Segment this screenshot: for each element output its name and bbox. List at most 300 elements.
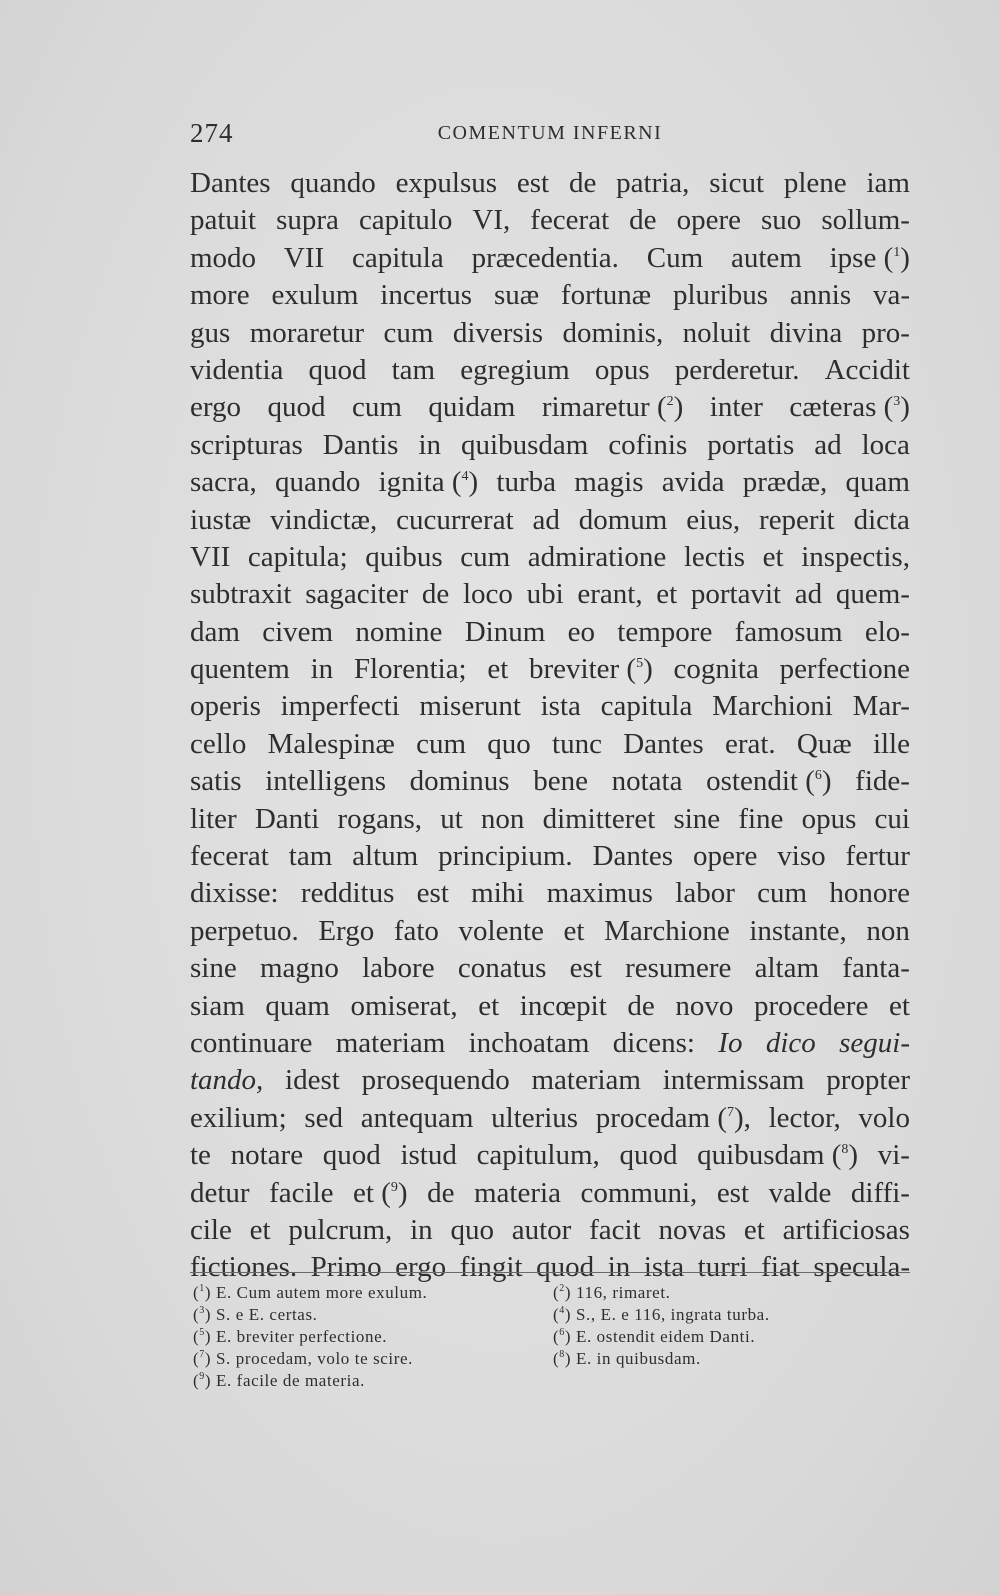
footnote-mark: 3 — [199, 1305, 205, 1316]
word: propter — [826, 1064, 910, 1097]
body-line — [190, 389, 910, 426]
word: subtraxit — [190, 578, 292, 611]
body-line — [190, 913, 910, 950]
word: famosum — [734, 615, 843, 648]
word: capitulum, — [476, 1139, 600, 1172]
word: portavit — [690, 578, 782, 611]
body-line — [190, 726, 910, 763]
word: videntia — [190, 353, 284, 386]
word: VII — [283, 241, 325, 274]
body-line — [190, 875, 910, 912]
footnote-marker: 2 — [666, 394, 674, 410]
body-line — [190, 315, 910, 352]
word: suæ — [493, 279, 540, 312]
word: intermissam — [662, 1064, 805, 1097]
word: notata — [611, 765, 683, 798]
word: plene — [783, 167, 847, 199]
word: novas — [658, 1213, 727, 1246]
word: non — [480, 802, 525, 835]
word: ignita ($^4$) — [378, 466, 479, 499]
body-line — [190, 763, 910, 800]
word: cello — [190, 727, 247, 760]
word: rogans, — [337, 802, 423, 835]
word: satis — [190, 765, 242, 798]
word: Dantes — [190, 167, 271, 199]
footnote-row — [193, 1327, 913, 1349]
word: vindictæ, — [270, 503, 378, 536]
word: procedam ($^7$), — [595, 1101, 751, 1134]
body-line — [190, 464, 910, 501]
word: Danti — [254, 802, 320, 835]
body-line — [190, 240, 910, 277]
word: dicens: — [612, 1026, 695, 1059]
word: divina — [769, 316, 843, 349]
footnote-text: E. facile de materia. — [216, 1371, 365, 1390]
word: labor — [675, 877, 735, 910]
word: ista — [540, 690, 581, 723]
word: siam — [190, 989, 245, 1022]
body-line — [190, 988, 910, 1025]
word: in — [410, 1213, 433, 1246]
word: egregium — [460, 353, 570, 386]
word: sicut — [709, 167, 765, 199]
body-line — [190, 1249, 910, 1286]
footnote: ($^7$) S. procedam, volo te scire. — [193, 1349, 414, 1368]
footnote-row — [193, 1349, 913, 1371]
word: cognita — [673, 653, 759, 686]
word: liter — [190, 802, 237, 835]
word: Accidit — [824, 353, 910, 386]
word: istud — [400, 1139, 457, 1172]
word: Mar- — [852, 690, 910, 723]
word: domum — [578, 503, 668, 536]
word: prosequendo — [361, 1064, 510, 1097]
body-line — [190, 277, 910, 314]
word: materia — [474, 1176, 561, 1209]
word: fecerat — [190, 840, 269, 873]
word: capitula; — [247, 540, 348, 573]
word: quod — [536, 1251, 595, 1284]
footnote-mark: 8 — [559, 1349, 565, 1360]
word: instante, — [749, 914, 847, 947]
word: intelligens — [265, 765, 387, 798]
word: incœpit — [519, 989, 607, 1022]
word: autem — [730, 241, 802, 274]
page-header — [190, 118, 910, 154]
word: fingit — [459, 1251, 523, 1284]
body-line — [190, 1062, 910, 1099]
word: eius, — [686, 503, 741, 536]
footnote-marker: 9 — [390, 1179, 398, 1195]
footnote: ($^5$) E. breviter perfectione. — [193, 1327, 388, 1346]
word: est — [569, 952, 602, 985]
body-text — [190, 165, 910, 1287]
word: dam — [190, 615, 240, 648]
word: est — [716, 1176, 750, 1209]
word: avida — [661, 466, 725, 499]
footnote-text: 116, rimaret. — [576, 1283, 671, 1302]
word: resumere — [625, 952, 732, 985]
word: de — [421, 578, 450, 611]
word: bene — [533, 765, 588, 798]
word: redditus — [300, 877, 395, 910]
word: dixisse: — [190, 877, 279, 910]
word: capitula — [600, 690, 693, 723]
footnote-text: S., E. e 116, ingrata turba. — [576, 1305, 770, 1324]
word: ad — [532, 503, 560, 536]
word: erant, — [577, 578, 643, 611]
word: et — [487, 653, 509, 686]
footnote-marker: 6 — [814, 768, 822, 784]
word: maximus — [546, 877, 653, 910]
word: novo — [675, 989, 734, 1022]
word: mihi — [471, 877, 525, 910]
word: est — [416, 877, 449, 910]
word: more — [190, 279, 250, 312]
word: fecerat — [530, 204, 610, 237]
word: autor — [511, 1213, 572, 1246]
word: cui — [874, 802, 910, 835]
word: ista — [643, 1251, 685, 1284]
body-line — [190, 502, 910, 539]
body-line — [190, 838, 910, 875]
word: cucurrerat — [396, 503, 514, 536]
body-line — [190, 202, 910, 239]
word: breviter ($^5$) — [529, 653, 653, 686]
footnote-row — [193, 1283, 913, 1305]
word: capitulo — [358, 204, 453, 237]
word: quentem — [190, 653, 290, 686]
body-line — [190, 801, 910, 838]
word: specula- — [813, 1251, 910, 1284]
word: notare — [230, 1139, 304, 1172]
word: cum — [757, 877, 808, 910]
body-line — [190, 1137, 910, 1174]
footnote-text: S. procedam, volo te scire. — [216, 1349, 414, 1368]
word: VI, — [472, 204, 511, 237]
body-line — [190, 576, 910, 613]
word: Cum — [646, 241, 704, 274]
word: et — [888, 989, 910, 1022]
footnote-rule — [190, 1272, 910, 1273]
word: ergo — [190, 391, 242, 424]
word: patria, — [616, 167, 690, 199]
word: erat. — [724, 727, 776, 760]
word: ubi — [526, 578, 564, 611]
word: dimitteret — [542, 802, 656, 835]
word: quo — [450, 1213, 494, 1246]
footnote: ($^4$) S., E. e 116, ingrata turba. — [553, 1305, 770, 1324]
word: et — [478, 989, 500, 1022]
word: altum — [352, 840, 419, 873]
footnote-marker: 8 — [841, 1142, 849, 1158]
word: nomine — [355, 615, 443, 648]
footnote-row — [193, 1305, 913, 1327]
word: Dantes — [623, 727, 704, 760]
word: tando, — [190, 1064, 264, 1097]
word: exulum — [271, 279, 359, 312]
word: opus — [594, 353, 650, 386]
word: noluit — [682, 316, 751, 349]
footnotes — [193, 1283, 913, 1393]
word: et ($^9$) — [353, 1176, 408, 1209]
word: pro- — [861, 316, 910, 349]
word: segui- — [839, 1026, 910, 1059]
word: honore — [829, 877, 910, 910]
word: gus — [190, 316, 231, 349]
word: va- — [872, 279, 910, 312]
word: quod — [267, 391, 326, 424]
word: Dinum — [464, 615, 546, 648]
word: expulsus — [395, 167, 498, 199]
footnote-mark: 4 — [559, 1305, 565, 1316]
word: cum — [416, 727, 467, 760]
footnote-mark: 5 — [199, 1327, 205, 1338]
footnote-marker: 5 — [636, 656, 644, 672]
word: dicta — [853, 503, 910, 536]
word: in — [607, 1251, 631, 1284]
word: et — [762, 540, 784, 573]
word: idest — [285, 1064, 340, 1097]
word: te — [190, 1139, 211, 1172]
word: quo — [487, 727, 531, 760]
word: fiat — [761, 1251, 800, 1284]
word: magis — [574, 466, 644, 499]
footnote: ($^1$) E. Cum autem more exulum. — [193, 1283, 428, 1302]
footnote: ($^8$) E. in quibusdam. — [553, 1349, 701, 1368]
word: inchoatam — [468, 1026, 590, 1059]
word: dominus — [409, 765, 510, 798]
word: opere — [676, 204, 741, 237]
word: dico — [765, 1026, 816, 1059]
word: altam — [754, 952, 820, 985]
word: omiserat, — [350, 989, 458, 1022]
word: operis — [190, 690, 261, 723]
body-line — [190, 165, 910, 202]
footnote-mark: 7 — [199, 1349, 205, 1360]
word: scripturas — [190, 428, 303, 461]
word: miserunt — [419, 690, 521, 723]
body-line — [190, 688, 910, 725]
body-line — [190, 950, 910, 987]
word: patuit — [190, 204, 257, 237]
footnote-text: E. in quibusdam. — [576, 1349, 701, 1368]
body-line — [190, 651, 910, 688]
word: volente — [458, 914, 544, 947]
word: prædæ, — [742, 466, 828, 499]
body-line — [190, 1025, 910, 1062]
word: sagaciter — [305, 578, 409, 611]
footnote-marker: 3 — [893, 394, 901, 410]
word: annis — [789, 279, 852, 312]
word: fertur — [845, 840, 910, 873]
word: turri — [697, 1251, 748, 1284]
word: valde — [768, 1176, 832, 1209]
word: Primo — [310, 1251, 382, 1284]
word: volo — [858, 1101, 910, 1134]
word: loca — [861, 428, 910, 461]
footnote-text: E. Cum autem more exulum. — [216, 1283, 428, 1302]
word: labore — [362, 952, 435, 985]
word: de — [627, 989, 655, 1022]
word: supra — [276, 204, 339, 237]
word: diffi- — [850, 1176, 910, 1209]
footnote-text: E. ostendit eidem Danti. — [576, 1327, 756, 1346]
word: lector, — [768, 1101, 841, 1134]
word: perfectione — [779, 653, 910, 686]
word: fanta- — [842, 952, 910, 985]
word: ostendit ($^6$) — [706, 765, 832, 798]
word: cofinis — [608, 428, 688, 461]
word: ut — [440, 802, 463, 835]
footnote-mark: 2 — [559, 1283, 565, 1294]
footnote-text: E. breviter perfectione. — [216, 1327, 388, 1346]
body-line — [190, 1212, 910, 1249]
word: sine — [190, 952, 237, 985]
word: in — [418, 428, 442, 461]
word: quibusdam ($^8$) — [697, 1139, 859, 1172]
word: ipse ($^1$) — [829, 241, 910, 274]
footnote-marker: 1 — [893, 244, 901, 260]
word: fide- — [855, 765, 910, 798]
word: Malespinæ — [267, 727, 395, 760]
body-line — [190, 427, 910, 464]
word: cum — [460, 540, 511, 573]
word: quidam — [428, 391, 516, 424]
word: Marchione — [604, 914, 730, 947]
word: cum — [383, 316, 434, 349]
word: materiam — [335, 1026, 446, 1059]
word: fato — [393, 914, 439, 947]
body-line — [190, 539, 910, 576]
word: et — [563, 914, 585, 947]
word: inter — [709, 391, 763, 424]
word: quando — [275, 466, 361, 499]
word: magno — [259, 952, 339, 985]
word: inspectis, — [801, 540, 910, 573]
word: Dantes — [592, 840, 674, 873]
word: ergo — [395, 1251, 447, 1284]
word: et — [656, 578, 678, 611]
word: incertus — [380, 279, 473, 312]
word: sollum- — [821, 204, 910, 237]
word: vi- — [877, 1139, 910, 1172]
word: perderetur. — [674, 353, 800, 386]
word: ad — [814, 428, 842, 461]
word: civem — [262, 615, 334, 648]
word: præcedentia. — [471, 241, 619, 274]
word: et — [743, 1213, 765, 1246]
word: exilium; — [190, 1101, 287, 1134]
running-title: COMENTUM INFERNI — [437, 122, 663, 144]
word: iam — [866, 167, 910, 199]
body-line — [190, 1100, 910, 1137]
footnote-mark: 9 — [199, 1371, 205, 1382]
word: quam — [265, 989, 330, 1022]
word: tam — [288, 840, 333, 873]
word: est — [516, 167, 550, 199]
footnote-marker: 4 — [461, 469, 469, 485]
body-line — [190, 1175, 910, 1212]
word: Dantis — [322, 428, 399, 461]
word: de — [629, 204, 657, 237]
word: reperit — [759, 503, 835, 536]
word: imperfecti — [280, 690, 400, 723]
footnote-marker: 7 — [727, 1104, 735, 1120]
footnote: ($^6$) E. ostendit eidem Danti. — [553, 1327, 756, 1346]
word: continuare — [190, 1026, 313, 1059]
word: VII — [190, 540, 231, 573]
body-line — [190, 352, 910, 389]
word: de — [427, 1176, 455, 1209]
word: cum — [351, 391, 402, 424]
word: pulcrum, — [288, 1213, 393, 1246]
word: elo- — [864, 615, 910, 648]
word: Marchioni — [712, 690, 833, 723]
word: quod — [619, 1139, 678, 1172]
footnote-row — [193, 1371, 913, 1393]
footnote: ($^2$) 116, rimaret. — [553, 1283, 671, 1302]
page-number: 274 — [190, 118, 234, 148]
word: rimaretur ($^2$) — [541, 391, 684, 424]
footnote-mark: 1 — [199, 1283, 205, 1294]
word: quando — [290, 167, 376, 199]
word: admiratione — [527, 540, 667, 573]
word: moraretur — [249, 316, 365, 349]
word: ulterius — [491, 1101, 579, 1134]
word: loco — [462, 578, 513, 611]
word: perpetuo. — [190, 914, 299, 947]
word: cile — [190, 1213, 232, 1246]
word: fine — [738, 802, 784, 835]
footnote: ($^3$) S. e E. certas. — [193, 1305, 318, 1324]
footnote-text: S. e E. certas. — [216, 1305, 318, 1324]
word: Quæ — [796, 727, 852, 760]
word: modo — [190, 241, 257, 274]
word: cæteras ($^3$) — [789, 391, 910, 424]
word: Florentia; — [353, 653, 467, 686]
word: artificiosas — [782, 1213, 910, 1246]
word: lectis — [683, 540, 746, 573]
word: opus — [801, 802, 857, 835]
word: pluribus — [672, 279, 769, 312]
word: eo — [567, 615, 595, 648]
word: quibusdam — [461, 428, 589, 461]
word: antequam — [360, 1101, 474, 1134]
word: quod — [308, 353, 367, 386]
word: quem- — [835, 578, 910, 611]
word: fortunæ — [560, 279, 652, 312]
word: communi, — [580, 1176, 698, 1209]
word: sine — [673, 802, 721, 835]
word: fictiones. — [190, 1251, 298, 1284]
word: capitula — [351, 241, 444, 274]
word: suo — [761, 204, 802, 237]
word: viso — [777, 840, 826, 873]
word: quod — [322, 1139, 381, 1172]
word: portatis — [707, 428, 795, 461]
word: diversis — [452, 316, 544, 349]
footnote: ($^9$) E. facile de materia. — [193, 1371, 365, 1390]
word: conatus — [457, 952, 547, 985]
word: tunc — [552, 727, 602, 760]
word: de — [568, 167, 597, 199]
word: procedere — [754, 989, 869, 1022]
word: tempore — [617, 615, 713, 648]
body-line — [190, 614, 910, 651]
word: Ergo — [318, 914, 375, 947]
word: iustæ — [190, 503, 252, 536]
